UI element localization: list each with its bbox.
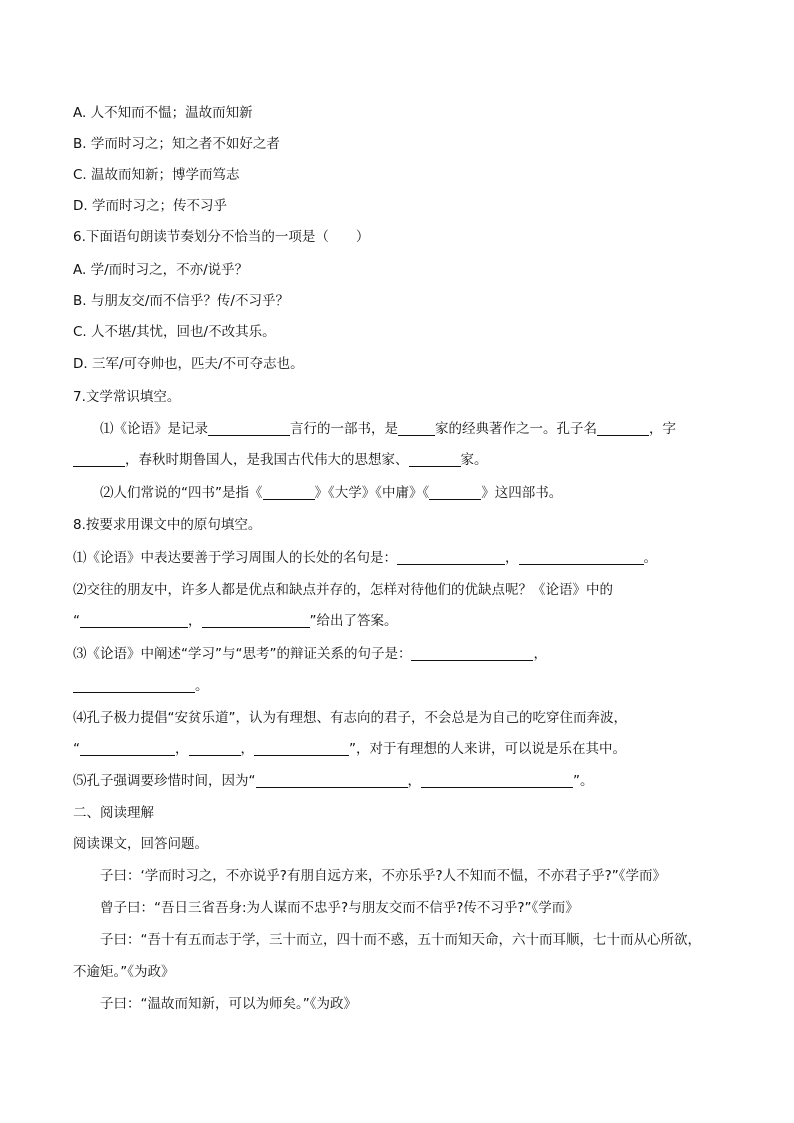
blank-field[interactable]	[421, 772, 573, 788]
q7-text: 》《大学》《中庸》《	[314, 485, 430, 501]
q8-part3-line2	[73, 676, 209, 696]
q8-text: ”给出了答案。	[309, 613, 398, 629]
blank-field[interactable]	[80, 740, 175, 756]
classic-text-1: 子曰：‘学而时习之，不亦说乎?有朋自远方来，不亦乐乎?人不知而不愠，不亦君子乎?”《学而》	[100, 868, 667, 884]
blank-field[interactable]	[397, 549, 505, 565]
blank-field[interactable]	[73, 451, 125, 467]
q5-option-a: A. 人不知而不愠；温故而知新	[73, 105, 253, 121]
blank-field[interactable]	[429, 484, 481, 500]
classic-text-2: 曾子曰：“吾日三省吾身:为人谋而不忠乎?与朋友交而不信乎?传不习乎?”《学而》	[100, 900, 579, 916]
q8-text: 。	[195, 678, 209, 694]
q8-part2-line2	[73, 611, 398, 631]
q8-part4-line2	[73, 739, 626, 759]
q8-text: ⑸孔子强调要珍惜时间，因为“	[73, 773, 256, 789]
q6-option-c: C. 人不堪/其忧，回也/不改其乐。	[73, 324, 276, 340]
q7-text: ，春秋时期鲁国人，是我国古代伟大的思想家、	[125, 452, 409, 468]
q8-text: ”，对于有理想的人来讲，可以说是乐在其中。	[349, 741, 626, 757]
blank-field[interactable]	[519, 549, 644, 565]
q7-part2	[100, 483, 562, 503]
q8-text: ，	[175, 741, 189, 757]
q8-text: 。	[643, 550, 657, 566]
q5-option-c: C. 温故而知新；博学而笃志	[73, 167, 240, 183]
blank-field[interactable]	[398, 420, 435, 436]
q8-part2-line1: ⑵交往的朋友中，许多人都是优点和缺点并存的，怎样对待他们的优缺点呢？《论语》中的	[73, 582, 613, 598]
q8-text: ⑶《论语》中阐述“学习”与“思考”的辩证关系的句子是：	[73, 646, 412, 662]
q8-text: ，	[505, 550, 519, 566]
q8-text: ，	[533, 646, 547, 662]
q6-option-a: A. 学/而时习之，不亦/说乎？	[73, 262, 249, 278]
q8-text: “	[73, 741, 80, 757]
blank-field[interactable]	[202, 612, 310, 628]
q6-option-d: D. 三军/可夺帅也，匹夫/不可夺志也。	[73, 356, 304, 372]
q7-text: ，字	[649, 421, 676, 437]
blank-field[interactable]	[409, 451, 461, 467]
section-instruction: 阅读课文，回答问题。	[73, 836, 208, 852]
q6-option-b: B. 与朋友交/而不信乎？传/不习乎？	[73, 293, 289, 309]
q5-option-b: B. 学而时习之；知之者不如好之者	[73, 136, 280, 152]
q7-text: 》这四部书。	[481, 485, 563, 501]
q8-part5	[73, 771, 594, 791]
q8-part3-line1	[73, 644, 547, 664]
q7-text: ⑴《论语》是记录	[100, 421, 208, 437]
blank-field[interactable]	[256, 772, 408, 788]
blank-field[interactable]	[73, 677, 195, 693]
q8-text: ⑴《论语》中表达要善于学习周围人的长处的名句是：	[73, 550, 397, 566]
q8-stem: 8.按要求用课文中的原句填空。	[73, 517, 262, 533]
blank-field[interactable]	[263, 484, 315, 500]
q7-text: ⑵人们常说的“四书”是指《	[100, 485, 263, 501]
q7-part1-line2	[73, 450, 488, 470]
q7-text: 言行的一部书，是	[290, 421, 398, 437]
blank-field[interactable]	[411, 645, 533, 661]
blank-field[interactable]	[254, 740, 349, 756]
blank-field[interactable]	[80, 612, 188, 628]
q7-text: 家的经典著作之一。孔子名	[435, 421, 597, 437]
q5-option-d: D. 学而时习之；传不习乎	[73, 198, 227, 214]
q7-part1-line1	[100, 419, 676, 439]
classic-text-4: 子曰：“温故而知新，可以为师矣。”《为政》	[100, 996, 357, 1012]
blank-field[interactable]	[597, 420, 649, 436]
q7-stem: 7.文学常识填空。	[73, 389, 181, 405]
q6-stem: 6.下面语句朗读节奏划分不恰当的一项是（ ）	[73, 229, 370, 245]
classic-text-3-line1: 子曰：“吾十有五而志于学，三十而立，四十而不惑，五十而知天命，六十而耳顺，七十而从心所欲，	[100, 932, 701, 948]
q7-text: 家。	[460, 452, 488, 468]
q8-text: ”。	[573, 773, 594, 789]
classic-text-3-line2: 不逾矩。”《为政》	[73, 964, 175, 980]
q8-text: ，	[240, 741, 254, 757]
blank-field[interactable]	[189, 740, 241, 756]
section-title: 二、阅读理解	[73, 805, 154, 821]
q8-part4-line1: ⑷孔子极力提倡“安贫乐道”，认为有理想、有志向的君子，不会总是为自己的吃穿住而奔波，	[73, 710, 627, 726]
q8-part1	[73, 548, 657, 568]
blank-field[interactable]	[208, 420, 290, 436]
q8-text: ，	[407, 773, 421, 789]
q8-text: “	[73, 613, 80, 629]
q8-text: ，	[188, 613, 202, 629]
